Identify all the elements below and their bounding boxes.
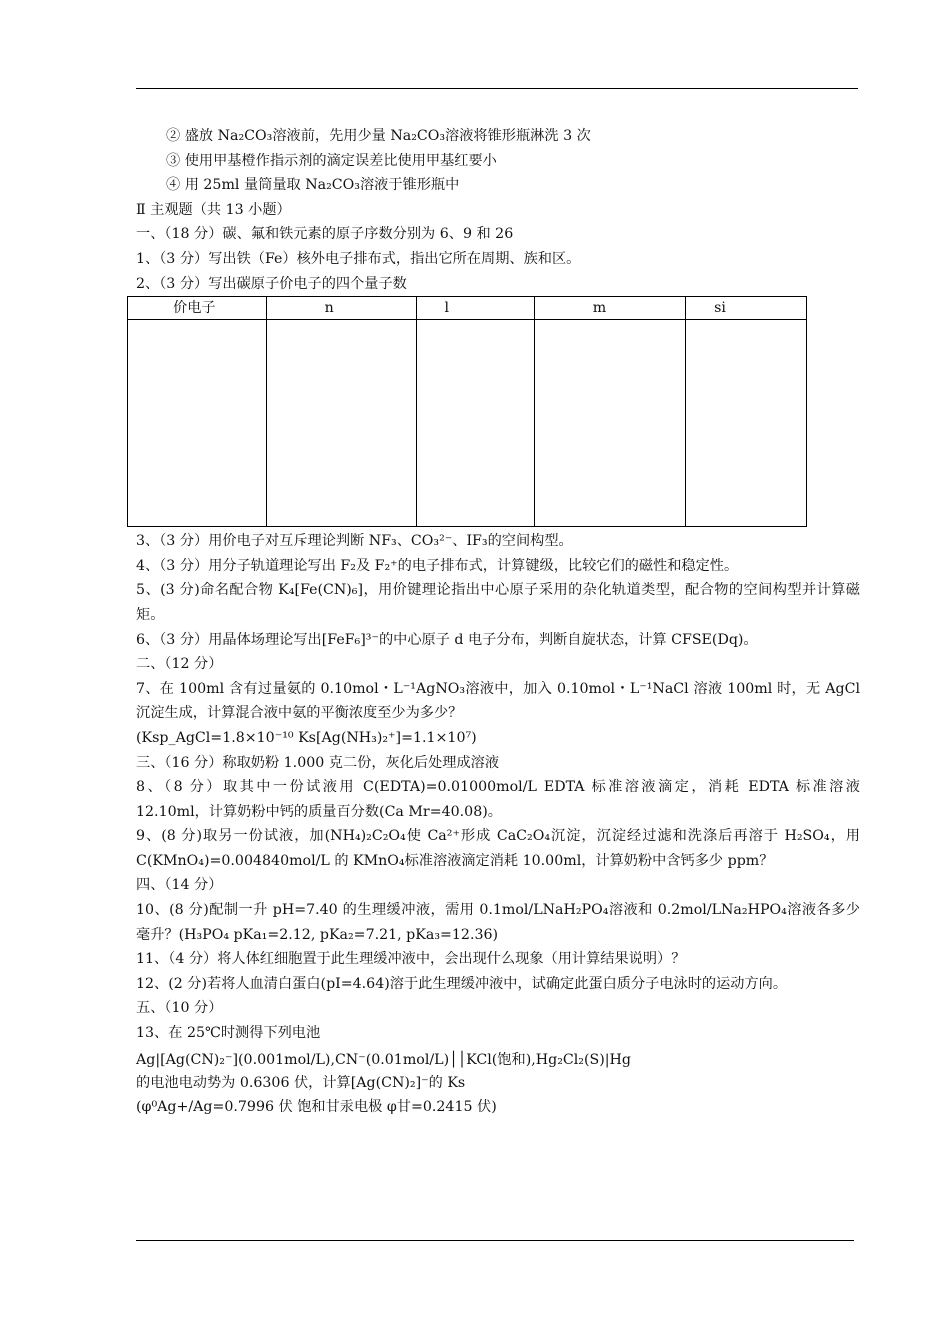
question-3: 3、（3 分）用价电子对互斥理论判断 NF₃、CO₃²⁻、IF₃的空间构型。 (136, 533, 573, 550)
cell-emf: 的电池电动势为 0.6306 伏，计算[Ag(CN)₂]⁻的 Ks (136, 1074, 466, 1091)
table-header-cell: 价电子 (128, 297, 267, 320)
part-heading-2: 二、（12 分） (136, 656, 223, 673)
table-cell (266, 320, 416, 527)
header-rule (136, 88, 858, 89)
part-heading-1: 一、（18 分）碳、氟和铁元素的原子序数分别为 6、9 和 26 (136, 226, 514, 243)
quantum-number-table (127, 296, 807, 527)
item-2: ② 盛放 Na₂CO₃溶液前，先用少量 Na₂CO₃溶液将锥形瓶淋洗 3 次 (166, 128, 591, 144)
question-9: 9、(8 分)取另一份试液，加(NH₄)₂C₂O₄使 Ca²⁺形成 CaC₂O₄沉淀，沉淀经过滤和洗涤后再溶于 H₂SO₄，用 C(KMnO₄)=0.004840mol/L 的 KMnO₄标准溶液滴定消耗 10.00ml，计算奶粉中含钙多少 ppm？ (136, 828, 860, 869)
question-11: 11、（4 分）将人体红细胞置于此生理缓冲液中，会出现什么现象（用计算结果说明）？ (136, 951, 686, 968)
question-4: 4、（3 分）用分子轨道理论写出 F₂及 F₂⁺的电子排布式，计算键级，比较它们的磁性和稳定性。 (136, 557, 739, 574)
question-5: 5、(3 分)命名配合物 K₄[Fe(CN)₆]，用价键理论指出中心原子采用的杂化轨道类型，配合物的空间构型并计算磁矩。 (136, 582, 860, 623)
question-12: 12、(2 分)若将人血清白蛋白(pI=4.64)溶于此生理缓冲液中，试确定此蛋白质分子电泳时的运动方向。 (136, 975, 788, 992)
table-header-cell: n (266, 297, 416, 320)
constants: (φ⁰Ag+/Ag=0.7996 伏 饱和甘汞电极 φ甘=0.2415 伏) (136, 1099, 497, 1116)
part-heading-3: 三、（16 分）称取奶粉 1.000 克二份，灰化后处理成溶液 (136, 754, 500, 771)
cell-notation: Ag|[Ag(CN)₂⁻](0.001mol/L),CN⁻(0.01mol/L)││KCl(饱和),Hg₂Cl₂(S)|Hg (136, 1051, 631, 1068)
footer-rule (136, 1240, 854, 1241)
table-cell (534, 320, 685, 527)
table-cell (686, 320, 807, 527)
part-heading-5: 五、（10 分） (136, 1000, 223, 1017)
question-7: 7、在 100ml 含有过量氨的 0.10mol・L⁻¹AgNO₃溶液中，加入 0.10mol・L⁻¹NaCl 溶液 100ml 时，无 AgCl 沉淀生成，计算混合液中氨的平衡浓度至少为多少？ (136, 680, 860, 722)
question-10: 10、(8 分)配制一升 pH=7.40 的生理缓冲液，需用 0.1mol/LNaH₂PO₄溶液和 0.2mol/LNa₂HPO₄溶液各多少毫升？(H₃PO₄ pKa₁=2.12, pKa₂=7.21, pKa₃=12.36) (136, 902, 860, 943)
question-13: 13、在 25℃时测得下列电池 (136, 1025, 321, 1042)
table-header-cell: l (416, 297, 534, 320)
table-header-cell: si (686, 297, 807, 320)
question-7-data: (Ksp_AgCl=1.8×10⁻¹⁰ Ks[Ag(NH₃)₂⁺]=1.1×10⁷) (136, 729, 477, 746)
section-heading: Ⅱ 主观题（共 13 小题） (136, 201, 291, 218)
table-cell (128, 320, 267, 527)
question-2: 2、（3 分）写出碳原子价电子的四个量子数 (136, 275, 407, 292)
question-8: 8、（8 分）取其中一份试液用 C(EDTA)=0.01000mol/L EDTA 标准溶液滴定，消耗 EDTA 标准溶液 12.10ml，计算奶粉中钙的质量百分数(Ca Mr=40.08)。 (136, 779, 860, 820)
item-3: ③ 使用甲基橙作指示剂的滴定误差比使用甲基红要小 (166, 152, 497, 169)
document-body (136, 124, 860, 1120)
item-4: ④ 用 25ml 量筒量取 Na₂CO₃溶液于锥形瓶中 (166, 177, 460, 194)
table-header-cell: m (534, 297, 685, 320)
table-cell (416, 320, 534, 527)
question-6: 6、（3 分）用晶体场理论写出[FeF₆]³⁻的中心原子 d 电子分布，判断自旋状态，计算 CFSE(Dq)。 (136, 631, 758, 648)
question-1: 1、（3 分）写出铁（Fe）核外电子排布式，指出它所在周期、族和区。 (136, 250, 581, 267)
part-heading-4: 四、（14 分） (136, 877, 223, 894)
